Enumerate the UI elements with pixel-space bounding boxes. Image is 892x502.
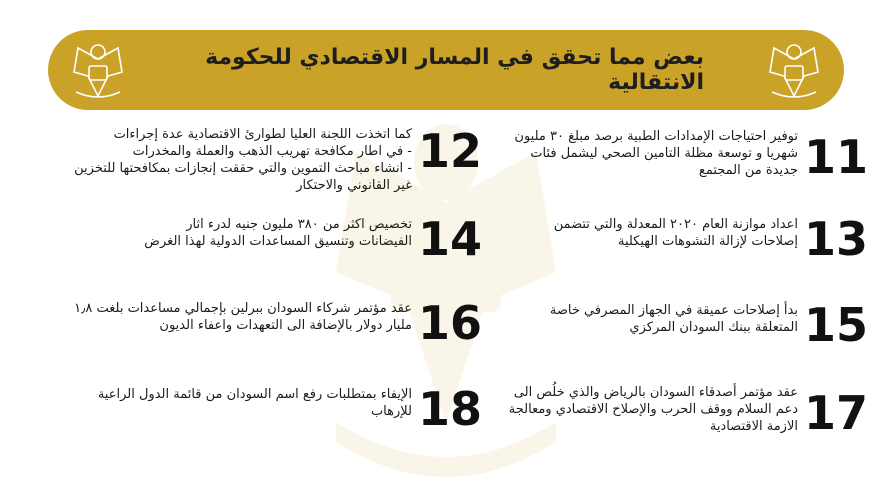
item-number: 12 [418,124,483,178]
sudan-emblem-icon [70,38,126,102]
list-item [484,212,869,266]
item-number: 14 [418,212,483,266]
item-text: توفير احتياجات الإمدادات الطبية برصد مبلغ ٣٠ مليون شهريا و توسعة مظلة التامين الصحي ليشمل فئات جديدة من المجتمع [514,129,798,178]
title-banner [48,30,844,110]
list-item [484,384,869,440]
sudan-emblem-icon [766,38,822,102]
item-text: كما اتخذت اللجنة العليا لطوارئ الاقتصادية عدة إجراءات - في اطار مكافحة تهريب الذهب والعملة والمخدرات - انشاء مباحث التموين والتي حققت إنجازات بمكافحتها للتخزين غير القانوني والاحتكار [74,127,412,193]
list-item [484,298,869,352]
item-text: عقد مؤتمر شركاء السودان ببرلين بإجمالي مساعدات بلغت ١٫٨ مليار دولار بالإضافة الى التعهدات واعفاء الديون [74,301,412,333]
item-text: بدأ إصلاحات عميقة في الجهاز المصرفي خاصة المتعلقة ببنك السودان المركزي [549,303,798,335]
item-text: عقد مؤتمر أصدقاء السودان بالرياض والذي خلُص الى دعم السلام ووقف الحرب والإصلاح الاقتصادي ومعالجة الازمة الاقتصادية [508,385,798,434]
item-number: 11 [804,130,869,184]
item-number: 17 [804,386,869,440]
item-number: 18 [418,382,483,436]
list-item [58,382,483,436]
item-text: اعداد موازنة العام ٢٠٢٠ المعدلة والتي تتضمن إصلاحات لإزالة التشوهات الهيكلية [553,217,798,249]
list-item [58,212,483,266]
item-text: الإيفاء بمتطلبات رفع اسم السودان من قائمة الدول الراعية للإرهاب [97,387,412,419]
item-number: 16 [418,296,483,350]
list-item [58,124,483,194]
item-number: 15 [804,298,869,352]
list-item [58,296,483,350]
list-item [484,128,869,184]
page-title: بعض مما تحقق في المسار الاقتصادي للحكومة الانتقالية [205,45,704,95]
item-text: تخصيص اكثر من ٣٨٠ مليون جنيه لدرء اثار الفيضانات وتنسيق المساعدات الدولية لهذا الغرض [144,217,412,249]
item-number: 13 [804,212,869,266]
